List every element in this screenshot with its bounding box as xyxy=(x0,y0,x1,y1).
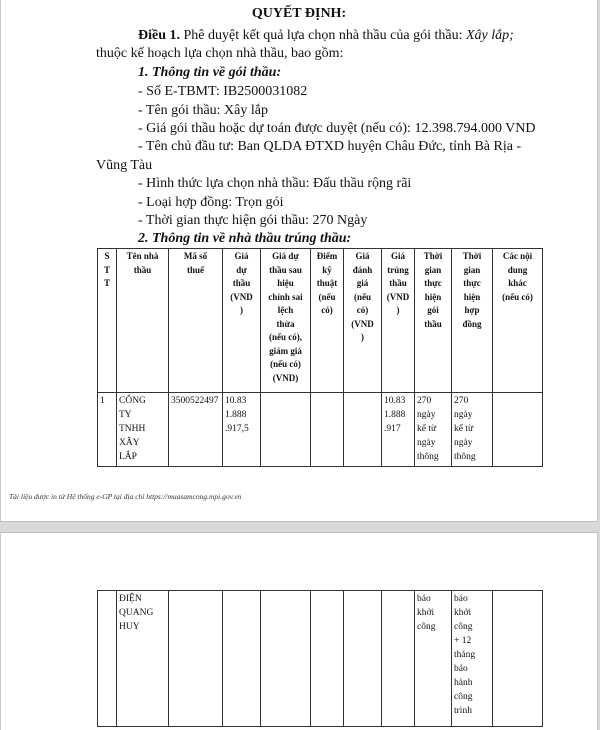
cell-line: trình xyxy=(454,706,472,716)
cell-line: khác xyxy=(508,278,527,288)
cell-tax-code xyxy=(169,591,223,727)
cell-line: kỹ xyxy=(322,264,332,275)
header-contractor-name xyxy=(117,249,169,393)
cell-line: (nếu có) xyxy=(270,359,301,369)
cell-line: báo xyxy=(454,594,468,604)
cell-line: thầu sau xyxy=(269,264,302,275)
cell-line: gian xyxy=(463,264,481,275)
cell-line: (nếu xyxy=(353,291,371,302)
header-technical-score xyxy=(311,249,344,393)
cell-tax-code xyxy=(169,393,223,467)
cell-line: thầu xyxy=(389,278,407,288)
cell-line: ngày xyxy=(417,410,436,420)
document-page-2 xyxy=(0,532,598,730)
cell-stt xyxy=(98,591,117,727)
cell-line: (nếu xyxy=(318,291,336,302)
cell-line: thông xyxy=(417,452,439,462)
info-etbmt: - Số E-TBMT: IB2500031082 xyxy=(138,84,308,99)
cell-line: thầu xyxy=(424,318,442,329)
cell-line: 10.83 xyxy=(225,396,247,406)
cell-line: ngày xyxy=(454,410,473,420)
cell-line: TY xyxy=(119,410,132,420)
header-other-content xyxy=(493,249,543,393)
cell-technical-score xyxy=(311,393,344,467)
cell-line: giá xyxy=(356,278,369,288)
cell-line: 1 xyxy=(100,396,105,406)
cell-contractor-name xyxy=(117,393,169,467)
cell-line: trúng xyxy=(387,264,409,275)
cell-evaluated-price xyxy=(344,591,382,727)
cell-winning-price xyxy=(382,591,415,727)
cell-line: TNHH xyxy=(119,424,146,434)
info-package-name: - Tên gói thầu: Xây lắp xyxy=(138,103,268,118)
article-1-package: Xây lắp; xyxy=(465,28,514,43)
header-evaluated-price xyxy=(344,249,382,393)
section-2-title: 2. Thông tin về nhà thầu trúng thầu: xyxy=(138,231,352,246)
cell-line: thực xyxy=(424,278,442,288)
header-adjusted-bid-price xyxy=(261,249,311,393)
cell-line: thuật xyxy=(316,278,338,288)
header-stt xyxy=(98,249,117,393)
cell-line: thông xyxy=(454,452,476,462)
cell-line: ) xyxy=(361,332,364,342)
cell-line: dự xyxy=(236,264,247,275)
cell-line: gian xyxy=(424,264,442,275)
cell-line: (VND xyxy=(386,291,410,302)
cell-line: 1.888 xyxy=(225,410,247,420)
cell-line: XÂY xyxy=(119,438,140,448)
cell-line: Giá xyxy=(234,251,249,261)
article-1-line xyxy=(138,28,514,44)
cell-line: lệch xyxy=(277,305,294,315)
header-contract-duration xyxy=(452,249,493,393)
cell-line: Tên nhà xyxy=(126,251,159,261)
cell-bid-price xyxy=(223,591,261,727)
cell-line: khởi xyxy=(417,608,435,618)
cell-line: ĐIỆN xyxy=(119,594,142,604)
cell-line: Các nội xyxy=(502,251,533,261)
cell-line: T xyxy=(103,264,110,275)
cell-contract-duration xyxy=(452,591,493,727)
cell-line: (VND xyxy=(230,291,253,302)
table-row xyxy=(98,393,543,467)
cell-bid-price xyxy=(223,393,261,467)
cell-line: hiện xyxy=(424,291,442,302)
info-package-price: - Giá gói thầu hoặc dự toán được duyệt (nếu có): 12.398.794.000 VND xyxy=(138,121,536,136)
cell-line: 10.83 xyxy=(384,396,406,406)
cell-line: thầu xyxy=(232,278,251,288)
cell-line: kể từ xyxy=(454,424,474,434)
article-1-continuation: thuộc kế hoạch lựa chọn nhà thầu, bao gồm: xyxy=(96,46,344,61)
cell-line: thuế xyxy=(186,264,204,275)
cell-line: ngày xyxy=(454,438,473,448)
cell-line: giảm giá xyxy=(269,345,302,356)
article-1-text: Phê duyệt kết quả lựa chọn nhà thầu của gói thầu: xyxy=(180,28,466,43)
cell-line: kể từ xyxy=(417,424,437,434)
cell-line: HUY xyxy=(119,622,140,632)
cell-contract-duration xyxy=(452,393,493,467)
cell-technical-score xyxy=(311,591,344,727)
cell-adjusted-bid-price xyxy=(261,393,311,467)
cell-line: (nếu có) xyxy=(502,291,533,302)
header-tax-code xyxy=(169,249,223,393)
cell-evaluated-price xyxy=(344,393,382,467)
cell-line: (VND) xyxy=(272,372,299,383)
cell-line: hiệu xyxy=(277,278,294,288)
cell-line: chỉnh sai xyxy=(268,291,303,302)
cell-line: có) xyxy=(356,305,369,315)
cell-line: 270 xyxy=(454,396,469,406)
cell-line: Giá xyxy=(355,251,370,261)
cell-stt xyxy=(98,393,117,467)
cell-line: Thời xyxy=(462,251,482,261)
cell-line: thừa xyxy=(276,318,295,329)
cell-line: .917 xyxy=(384,424,401,434)
header-winning-price xyxy=(382,249,415,393)
cell-line: có) xyxy=(321,305,333,315)
info-contract-type: - Loại hợp đồng: Trọn gói xyxy=(138,195,284,210)
cell-line: công xyxy=(454,692,473,702)
cell-line: gói xyxy=(427,305,439,315)
cell-line: thực xyxy=(463,278,481,288)
cell-line: báo xyxy=(417,594,431,604)
cell-line: ngày xyxy=(417,438,436,448)
cell-line: khởi xyxy=(454,608,472,618)
cell-line: thầu xyxy=(133,264,152,275)
cell-line: CÔNG xyxy=(119,396,146,406)
header-bid-price xyxy=(223,249,261,393)
cell-line: hợp xyxy=(464,305,480,315)
cell-line: hiện xyxy=(463,291,481,302)
cell-line: công xyxy=(417,622,436,632)
cell-line: T xyxy=(103,278,110,288)
table-header-row xyxy=(98,249,543,393)
cell-line: + 12 xyxy=(454,636,472,646)
cell-line: Thời xyxy=(423,251,443,261)
article-1-label: Điều 1. xyxy=(138,28,180,43)
section-1-title: 1. Thông tin về gói thầu: xyxy=(138,65,282,80)
cell-line: ) xyxy=(240,305,243,315)
cell-line: (nếu có), xyxy=(269,332,302,342)
header-package-duration xyxy=(415,249,452,393)
cell-line: bảo xyxy=(454,664,468,674)
print-footer: Tài liệu được in từ Hệ thống e-GP tại địa chỉ https://muasamcong.mpi.gov.vn xyxy=(9,492,242,501)
cell-adjusted-bid-price xyxy=(261,591,311,727)
cell-line: hành xyxy=(454,678,473,688)
cell-package-duration xyxy=(415,591,452,727)
cell-line: QUANG xyxy=(119,608,154,618)
winning-contractor-table xyxy=(97,248,543,467)
cell-line: công xyxy=(454,622,473,632)
winning-contractor-table-continued xyxy=(97,590,543,727)
cell-line: S xyxy=(104,251,110,261)
cell-contractor-name xyxy=(117,591,169,727)
cell-line: ) xyxy=(396,305,400,315)
table-row-continued xyxy=(98,591,543,727)
decision-heading: QUYẾT ĐỊNH: xyxy=(251,6,347,21)
cell-line: Giá xyxy=(390,251,405,261)
cell-line: dung xyxy=(507,264,528,275)
cell-line: .917,5 xyxy=(225,424,249,434)
info-selection-method: - Hình thức lựa chọn nhà thầu: Đấu thầu rộng rãi xyxy=(138,176,412,191)
cell-line: tháng xyxy=(454,650,476,660)
cell-line: 1.888 xyxy=(384,410,406,420)
cell-package-duration xyxy=(415,393,452,467)
cell-line: Giá dự xyxy=(272,251,299,261)
cell-line: Mã số xyxy=(183,251,208,261)
cell-line: 270 xyxy=(417,396,432,406)
info-investor: - Tên chủ đầu tư: Ban QLDA ĐTXD huyện Châu Đức, tỉnh Bà Rịa - xyxy=(138,139,522,154)
cell-line: (VND xyxy=(351,318,374,329)
cell-line: đánh xyxy=(352,264,373,275)
cell-other-content xyxy=(493,393,543,467)
cell-line: Điểm xyxy=(316,251,338,261)
cell-line: đồng xyxy=(462,318,482,329)
cell-line: 3500522497 xyxy=(171,396,219,406)
info-duration: - Thời gian thực hiện gói thầu: 270 Ngày xyxy=(138,213,368,228)
cell-winning-price xyxy=(382,393,415,467)
cell-other-content xyxy=(493,591,543,727)
cell-line: LẮP xyxy=(119,452,137,462)
info-investor-cont: Vũng Tàu xyxy=(96,158,153,173)
